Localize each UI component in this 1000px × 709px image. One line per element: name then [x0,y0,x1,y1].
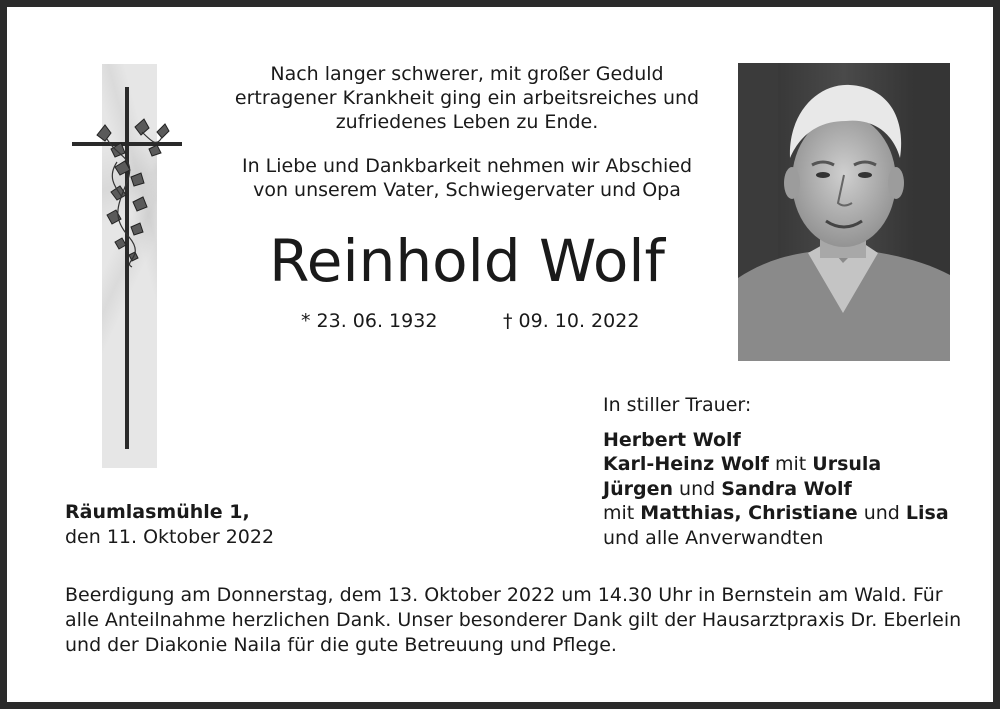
mourner-name: Matthias, Christiane [640,502,858,524]
mourner-line: und alle Anverwandten [603,526,824,549]
intro-text [217,62,717,134]
address-line [65,500,365,525]
death-date: † 09. 10. 2022 [503,310,640,332]
mourner-line [603,501,983,526]
intro-line: ertragener Krankheit ging ein arbeitsreiches und [234,87,700,109]
funeral-line: und der Diakonie Naila für die gute Betreuung und Pflege. [65,634,617,656]
connector-text: mit [603,502,641,524]
farewell-text [217,154,717,202]
connector-text: und [672,477,722,500]
portrait-illustration [738,63,950,361]
birth-date: * 23. 06. 1932 [301,310,438,332]
cross-with-ivy-icon [67,87,187,457]
mourner-name: Sandra Wolf [721,477,852,500]
life-dates [297,309,657,335]
address: Räumlasmühle 1, [65,501,250,523]
portrait-photo [738,63,950,361]
mourner-line [603,428,983,453]
date-line: den 11. Oktober 2022 [65,525,275,548]
place-date-block [65,500,365,549]
mourners-block [603,393,983,550]
mourner-line [603,477,983,502]
mourner-line [603,452,983,477]
mourner-name: Lisa [905,502,949,524]
connector-text: mit [768,453,813,475]
deceased-name: Reinhold Wolf [269,227,665,295]
connector-text: und [857,502,906,524]
mourner-name: Karl-Heinz Wolf [603,453,769,475]
mourner-name: Ursula [812,453,882,475]
funeral-notice [65,583,965,658]
intro-line: Nach langer schwerer, mit großer Geduld [270,63,664,85]
funeral-line: alle Anteilnahme herzlichen Dank. Unser besonderer Dank gilt der Hausarztpraxis Dr. Eberlein [65,609,962,631]
mourner-name: Herbert Wolf [603,428,741,451]
farewell-line: von unserem Vater, Schwiegervater und Opa [253,179,681,201]
farewell-line: In Liebe und Dankbarkeit nehmen wir Abschied [241,155,693,177]
intro-line: zufriedenes Leben zu Ende. [335,111,599,133]
funeral-line: Beerdigung am Donnerstag, dem 13. Oktober 2022 um 14.30 Uhr in Bernstein am Wald. Für [65,584,943,606]
mourners-heading: In stiller Trauer: [603,394,752,416]
mourner-name: Jürgen [603,477,673,500]
